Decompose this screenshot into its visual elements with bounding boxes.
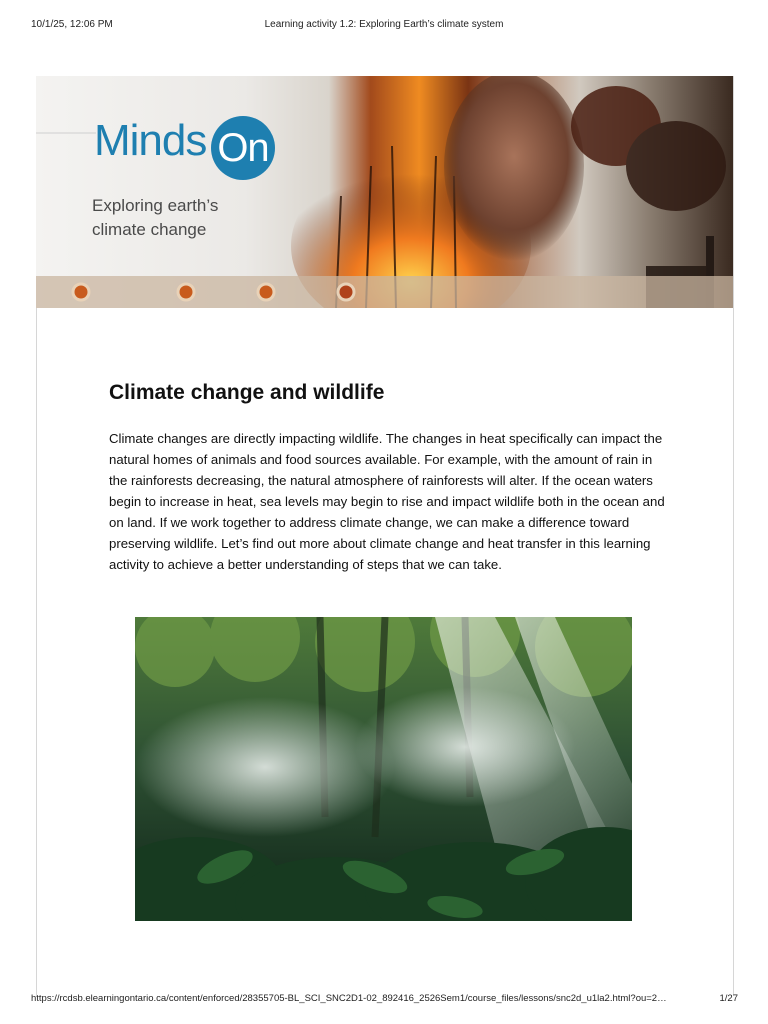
print-page-number: 1/27 [719, 993, 738, 1004]
rainforest-photo [135, 617, 632, 921]
print-datetime: 10/1/25, 12:06 PM [31, 19, 113, 30]
banner-artwork [36, 76, 733, 308]
print-url: https://rcdsb.elearningontario.ca/content/enforced/28355705-BL_SCI_SNC2D1-02_892416_2526Sem1/course_files/lessons/snc2d_u1la2.html?ou=2… [31, 993, 667, 1004]
section-heading: Climate change and wildlife [109, 381, 385, 404]
rainforest-image [135, 617, 632, 921]
banner-subtitle [92, 194, 292, 242]
mindson-logo-text: Minds [94, 116, 207, 165]
print-footer [0, 993, 768, 1007]
banner-subtitle-line1: Exploring earth’s [92, 196, 219, 215]
mindson-banner [36, 76, 733, 308]
print-page-title: Learning activity 1.2: Exploring Earth’s climate system [264, 19, 504, 30]
mindson-logo-badge: On [211, 116, 275, 180]
banner-subtitle-line2: climate change [92, 220, 207, 239]
print-header [0, 19, 768, 33]
section-paragraph: Climate changes are directly impacting wildlife. The changes in heat specifically can impact the natural homes of animals and food sources available. For example, with the amount of rain in the rainforests decreasing, the natural atmosphere of rainforests will alter. If the ocean waters begin to increase in heat, sea levels may begin to rise and impact wildlife both in the ocean and on land. If we work together to address climate change, we can make a difference toward preserving wildlife. Let’s find out more about climate change and heat transfer in this learning activity to achieve a better understanding of steps that we can take. [109, 431, 665, 572]
